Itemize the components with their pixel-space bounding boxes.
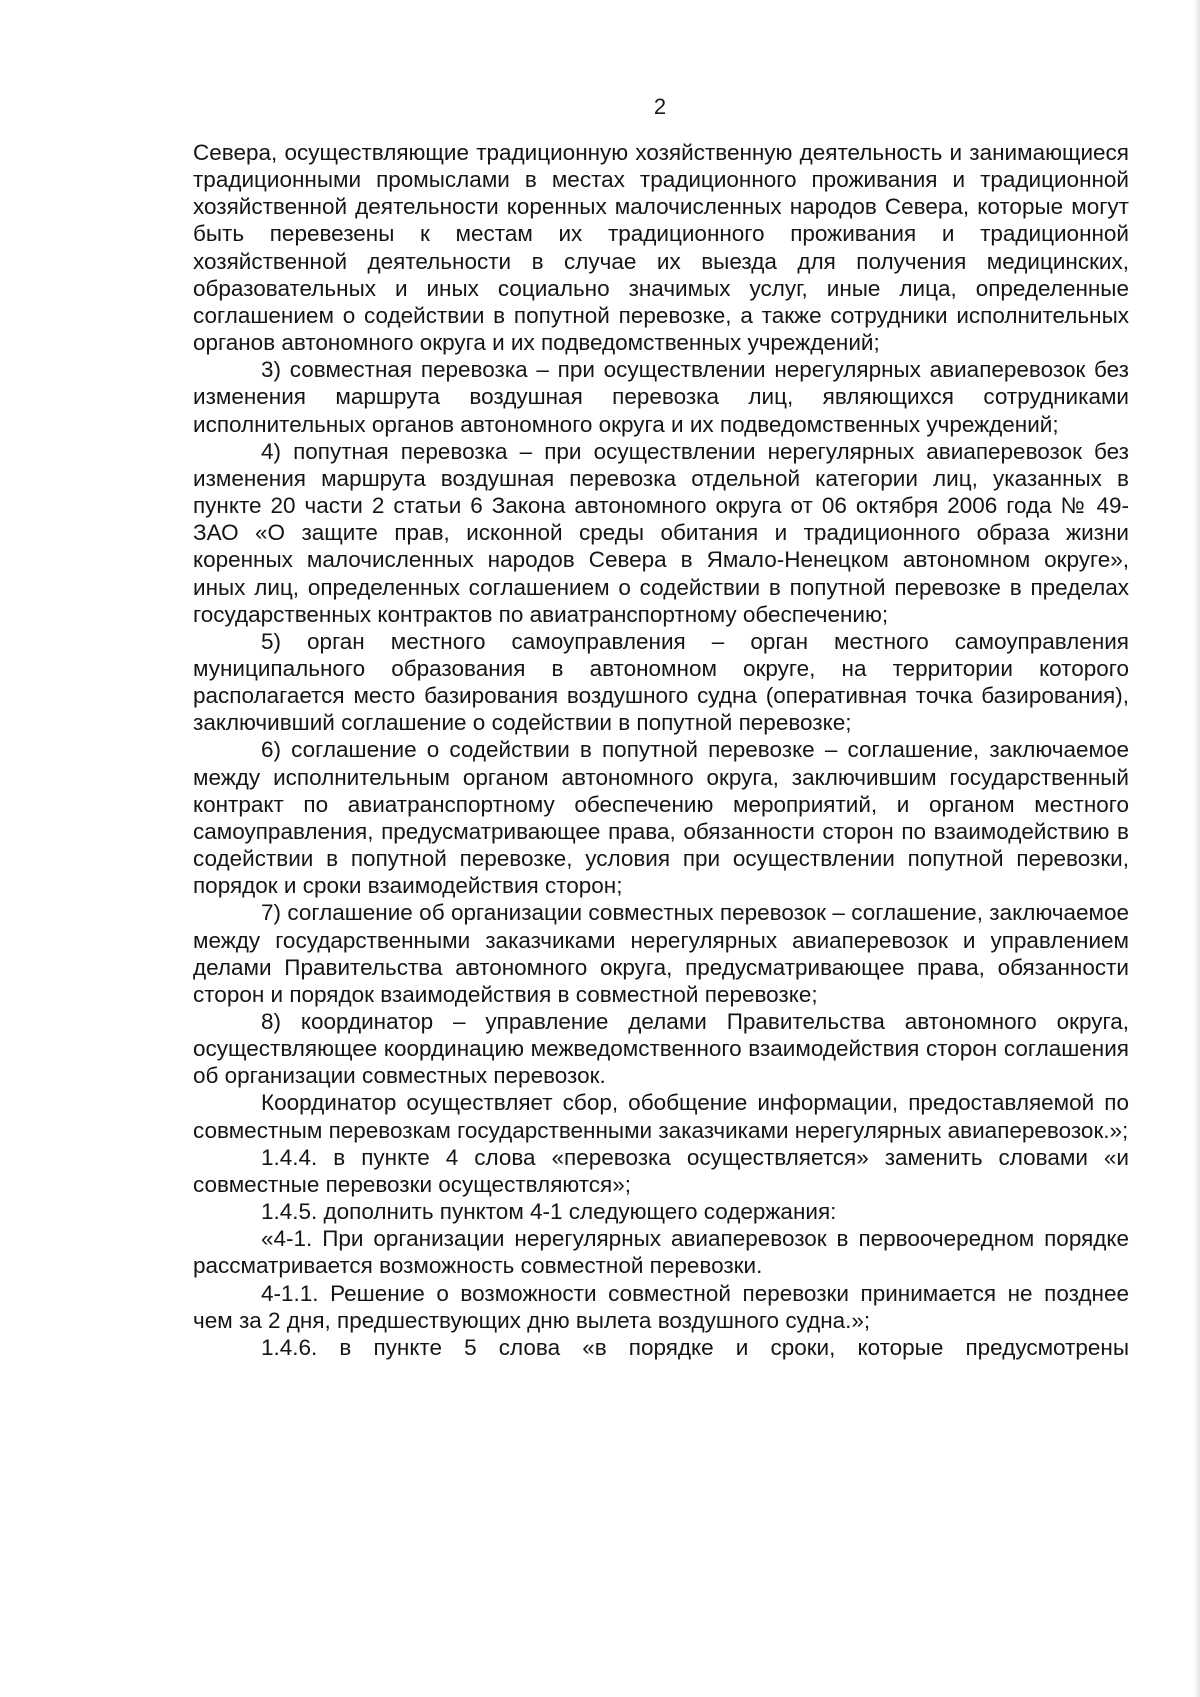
paragraph-1-4-6: 1.4.6. в пункте 5 слова «в порядке и сроки, которые предусмотрены [261,1334,1129,1360]
paragraph-item-3: 3) совместная перевозка – при осуществлении нерегулярных авиаперевозок без изменения маршрута воздушная перевозка лиц, являющихся сотрудниками исполнительных органов автономного округа и их подведомственных учреждений; [193,357,1129,437]
page-number: 2 [653,94,667,119]
paragraph-item-5: 5) орган местного самоуправления – орган местного самоуправления муниципального образования в автономном округе, на территории которого располагается место базирования воздушного судна (оперативная точка базирования), заключивший соглашение о содействии в попутной перевозке; [193,628,1129,736]
paragraph-4-1: «4-1. При организации нерегулярных авиаперевозок в первоочередном порядке рассматривается возможность совместной перевозки. [193,1226,1129,1279]
paragraph-item-6: 6) соглашение о содействии в попутной перевозке – соглашение, заключаемое между исполнительным органом автономного округа, заключившим государственный контракт по авиатранспортному обеспечению мероприятий, и органом местного самоуправления, предусматривающее права, обязанности сторон по взаимодействию в содействии в попутной перевозке, условия при осуществлении попутной перевозки, порядок и сроки взаимодействия сторон; [193,737,1129,899]
paragraph-continuation: Севера, осуществляющие традиционную хозяйственную деятельность и занимающиеся традиционными промыслами в местах традиционного проживания и традиционной хозяйственной деятельности коренных малочисленных народов Севера, которые могут быть перевезены к местам их традиционного проживания и традиционной хозяйственной деятельности в случае их выезда для получения медицинских, образовательных и иных социально значимых услуг, иные лица, определенные соглашением о содействии в попутной перевозке, а также сотрудники исполнительных органов автономного округа и их подведомственных учреждений; [193,140,1129,356]
paragraph-item-4: 4) попутная перевозка – при осуществлении нерегулярных авиаперевозок без изменения маршрута воздушная перевозка отдельной категории лиц, указанных в пункте 20 части 2 статьи 6 Закона автономного округа от 06 октября 2006 года № 49-ЗАО «О защите прав, исконной среды обитания и традиционного образа жизни коренных малочисленных народов Севера в Ямало-Ненецком автономном округе», иных лиц, определенных соглашением о содействии в попутной перевозке в пределах государственных контрактов по авиатранспортному обеспечению; [193,438,1129,627]
paragraph-4-1-1: 4-1.1. Решение о возможности совместной перевозки принимается не позднее чем за 2 дня, предшествующих дню вылета воздушного судна.»; [193,1280,1129,1333]
paragraph-item-7: 7) соглашение об организации совместных перевозок – соглашение, заключаемое между государственными заказчиками нерегулярных авиаперевозок и управлением делами Правительства автономного округа, предусматривающее права, обязанности сторон и порядок взаимодействия в совместной перевозке; [193,900,1129,1007]
paragraph-coordinator: Координатор осуществляет сбор, обобщение информации, предоставляемой по совместным перевозкам государственными заказчиками нерегулярных авиаперевозок.»; [193,1090,1129,1143]
paragraph-1-4-5: 1.4.5. дополнить пунктом 4-1 следующего содержания: [261,1199,837,1225]
page-edge-shadow [1194,0,1200,1697]
paragraph-1-4-4: 1.4.4. в пункте 4 слова «перевозка осуществляется» заменить словами «и совместные перевозки осуществляются»; [193,1144,1129,1197]
paragraph-item-8: 8) координатор – управление делами Правительства автономного округа, осуществляющее координацию межведомственного взаимодействия сторон соглашения об организации совместных перевозок. [193,1009,1129,1089]
document-body [193,139,1129,1361]
